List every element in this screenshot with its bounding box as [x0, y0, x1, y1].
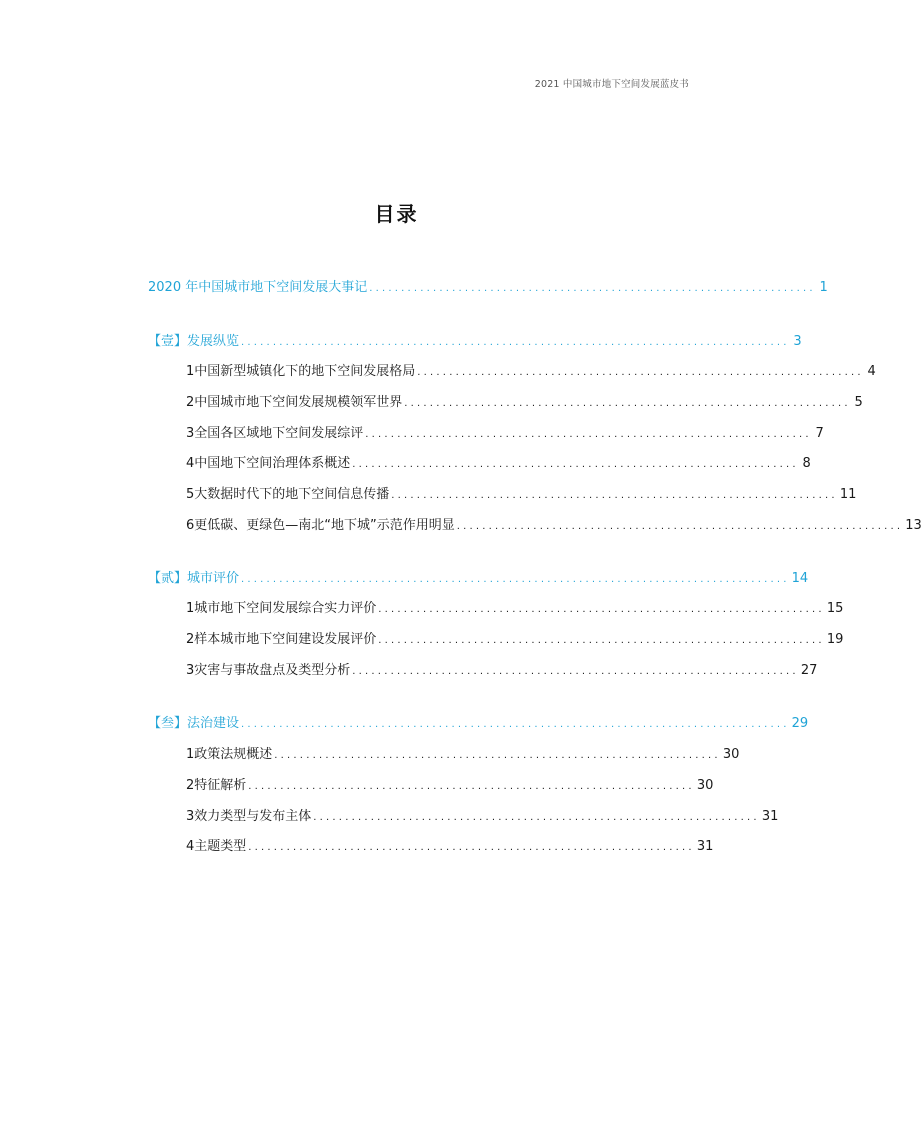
- toc-item-label: 全国各区域地下空间发展综评: [194, 426, 364, 441]
- toc-item-page: 19: [826, 632, 844, 647]
- toc-item-number: 3: [186, 426, 195, 441]
- dot-leader: ......................................................................: [378, 604, 825, 615]
- dot-leader: ......................................................................: [404, 398, 851, 409]
- toc-item-entry[interactable]: [186, 484, 857, 504]
- toc-item-entry[interactable]: [186, 629, 844, 649]
- dot-leader: ......................................................................: [248, 842, 695, 853]
- toc-item-label: 更低碳、更绿色—南北“地下城”示范作用明显: [194, 518, 455, 533]
- toc-item-entry[interactable]: [186, 806, 779, 826]
- running-header: 2021 中国城市地下空间发展蓝皮书: [534, 79, 689, 90]
- dot-leader: ......................................................................: [378, 635, 825, 646]
- toc-section-label: 【叁】法治建设: [148, 716, 240, 731]
- dot-leader: ......................................................................: [352, 666, 799, 677]
- toc-item-entry[interactable]: [186, 744, 740, 764]
- toc-entry-page: 1: [819, 280, 828, 295]
- dot-leader: ......................................................................: [352, 459, 799, 470]
- toc-item-number: 2: [186, 778, 195, 793]
- dot-leader: ......................................................................: [274, 750, 721, 761]
- dot-leader: ......................................................................: [248, 781, 695, 792]
- toc-section-page: 29: [791, 716, 809, 731]
- toc-item-label: 大数据时代下的地下空间信息传播: [194, 487, 390, 502]
- dot-leader: ......................................................................: [391, 490, 838, 501]
- toc-item-label: 特征解析: [194, 778, 247, 793]
- toc-item-page: 27: [800, 663, 818, 678]
- toc-item-number: 3: [186, 809, 195, 824]
- toc-item-number: 2: [186, 632, 195, 647]
- toc-item-label: 城市地下空间发展综合实力评价: [194, 601, 377, 616]
- toc-section-label: 【壹】发展纵览: [148, 334, 240, 349]
- toc-item-number: 1: [186, 364, 195, 379]
- toc-item-entry[interactable]: [186, 453, 811, 473]
- toc-entry-label: 2020 年中国城市地下空间发展大事记: [148, 280, 368, 295]
- toc-item-label: 样本城市地下空间建设发展评价: [194, 632, 377, 647]
- toc-item-page: 15: [826, 601, 844, 616]
- toc-item-number: 1: [186, 601, 195, 616]
- toc-item-number: 6: [186, 518, 195, 533]
- dot-leader: ......................................................................................: [241, 574, 790, 585]
- toc-item-page: 5: [854, 395, 863, 410]
- toc-section-entry[interactable]: [148, 713, 809, 733]
- toc-item-number: 2: [186, 395, 195, 410]
- dot-leader: ......................................................................: [365, 429, 812, 440]
- toc-item-entry[interactable]: [186, 660, 818, 680]
- toc-item-label: 政策法规概述: [194, 747, 273, 762]
- toc-section-entry[interactable]: [148, 331, 802, 351]
- toc-item-page: 11: [839, 487, 857, 502]
- dot-leader: ......................................................................: [417, 367, 864, 378]
- toc-item-entry[interactable]: [186, 423, 824, 443]
- toc-item-entry[interactable]: [186, 836, 714, 856]
- toc-item-label: 中国新型城镇化下的地下空间发展格局: [194, 364, 416, 379]
- toc-item-entry[interactable]: [186, 361, 876, 381]
- toc-item-label: 效力类型与发布主体: [194, 809, 312, 824]
- toc-section-entry[interactable]: [148, 568, 809, 588]
- toc-item-page: 31: [761, 809, 779, 824]
- toc-item-number: 4: [186, 839, 195, 854]
- toc-item-number: 1: [186, 747, 195, 762]
- toc-item-entry[interactable]: [186, 515, 922, 535]
- toc-item-number: 4: [186, 456, 195, 471]
- toc-item-entry[interactable]: [186, 598, 844, 618]
- toc-section-label: 【贰】城市评价: [148, 571, 240, 586]
- toc-item-label: 灾害与事故盘点及类型分析: [194, 663, 351, 678]
- toc-item-page: 13: [905, 518, 922, 533]
- toc-section-page: 3: [793, 334, 802, 349]
- toc-item-entry[interactable]: [186, 392, 863, 412]
- dot-leader: ......................................................................................: [241, 719, 790, 730]
- toc-section-page: 14: [791, 571, 809, 586]
- dot-leader: ......................................................................: [369, 283, 816, 294]
- toc-item-page: 7: [815, 426, 824, 441]
- dot-leader: ......................................................................: [456, 521, 904, 532]
- toc-item-page: 30: [722, 747, 740, 762]
- toc-item-label: 中国城市地下空间发展规模领军世界: [194, 395, 403, 410]
- dot-leader: ......................................................................................: [241, 337, 790, 348]
- page-title: 目录: [374, 202, 419, 226]
- toc-intro-entry[interactable]: [148, 277, 828, 297]
- dot-leader: ......................................................................: [313, 812, 760, 823]
- toc-item-label: 中国地下空间治理体系概述: [194, 456, 351, 471]
- toc-item-number: 3: [186, 663, 195, 678]
- toc-item-page: 4: [867, 364, 876, 379]
- toc-item-page: 8: [802, 456, 811, 471]
- toc-item-entry[interactable]: [186, 775, 714, 795]
- toc-item-page: 30: [696, 778, 714, 793]
- toc-item-number: 5: [186, 487, 195, 502]
- toc-item-page: 31: [696, 839, 714, 854]
- toc-item-label: 主题类型: [194, 839, 247, 854]
